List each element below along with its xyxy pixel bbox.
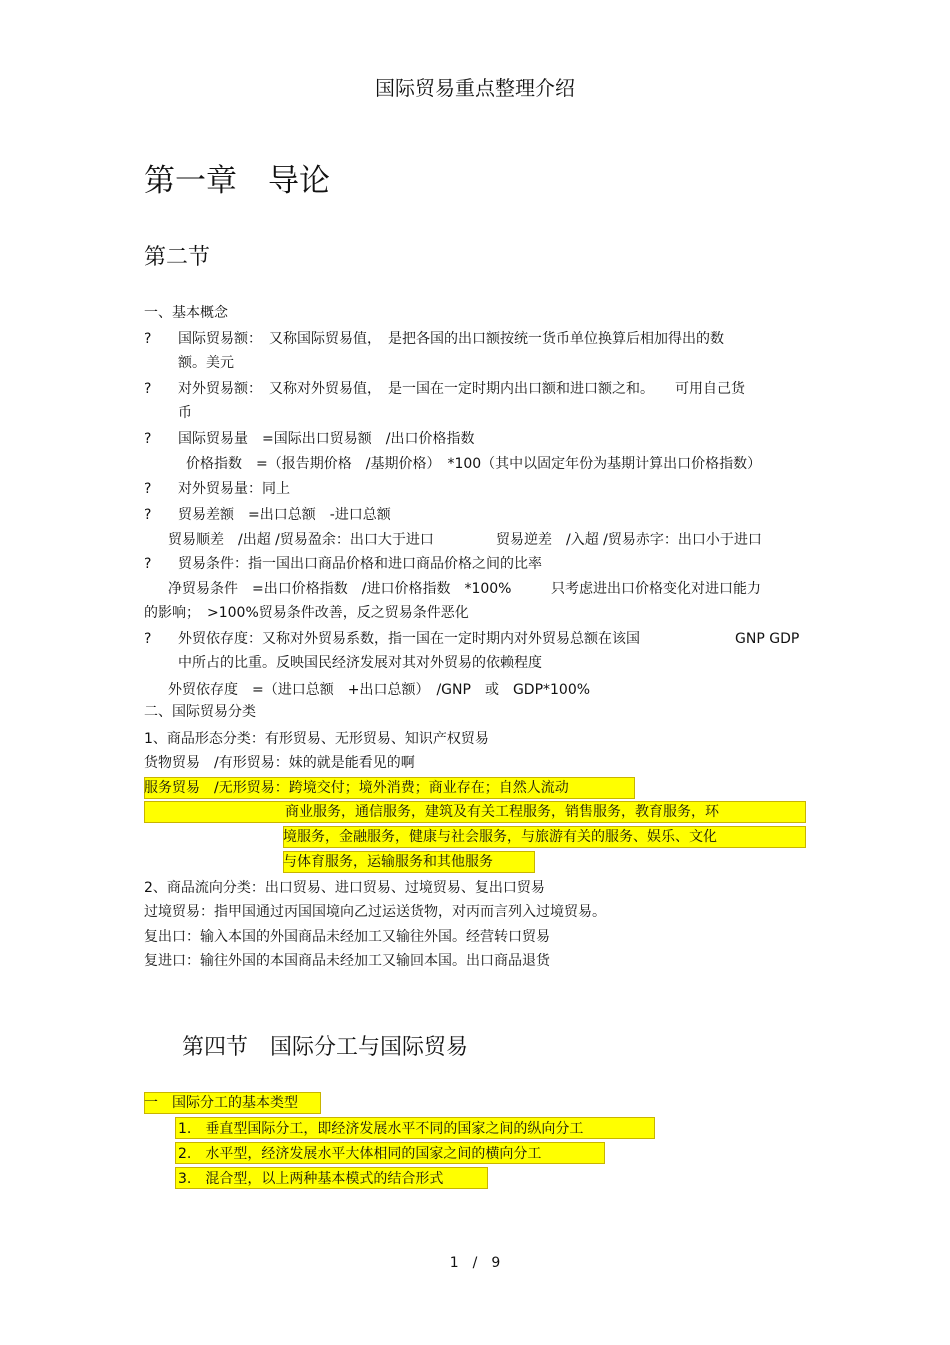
- highlighted-line: 与体育服务，运输服务和其他服务: [283, 854, 493, 870]
- bullet-marker: ?: [144, 507, 152, 523]
- document-title: 国际贸易重点整理介绍: [375, 76, 575, 100]
- definition-line: 贸易差额 =出口总额 -进口总额: [178, 507, 391, 523]
- division-heading: 一 国际分工的基本类型: [144, 1095, 298, 1111]
- heading-trade-classification: 二、国际贸易分类: [144, 704, 256, 720]
- bullet-marker: ?: [144, 556, 152, 572]
- definition-line: 的影响； >100%贸易条件改善，反之贸易条件恶化: [144, 605, 469, 621]
- definition-line: 贸易逆差 /入超 /贸易赤字：出口小于进口: [496, 532, 762, 548]
- definition-line: 贸易顺差 /出超 /贸易盈余：出口大于进口: [168, 532, 434, 548]
- classification-line: 货物贸易 /有形贸易：妹的就是能看见的啊: [144, 755, 415, 771]
- definition-line: 币: [178, 405, 192, 421]
- list-item: 3. 混合型，以上两种基本模式的结合形式: [178, 1171, 444, 1187]
- section-title-4: 第四节 国际分工与国际贸易: [182, 1035, 469, 1060]
- bullet-marker: ?: [144, 631, 152, 647]
- definition-line: GNP GDP: [735, 631, 800, 647]
- classification-line: 过境贸易：指甲国通过丙国国境向乙过运送货物，对丙而言列入过境贸易。: [144, 904, 606, 920]
- list-item: 2. 水平型，经济发展水平大体相同的国家之间的横向分工: [178, 1146, 542, 1162]
- definition-line: 国际贸易量 =国际出口贸易额 /出口价格指数: [178, 431, 475, 447]
- formula-line: 价格指数 =（报告期价格 /基期价格） *100（其中以固定年份为基期计算出口价格指数）: [186, 456, 762, 472]
- section-title-2: 第二节: [144, 245, 211, 270]
- definition-line: 国际贸易额： 又称国际贸易值， 是把各国的出口额按统一货币单位换算后相加得出的数: [178, 331, 724, 347]
- formula-line: 外贸依存度 =（进口总额 +出口总额） /GNP 或 GDP*100%: [168, 682, 591, 698]
- classification-line: 1、商品形态分类：有形贸易、无形贸易、知识产权贸易: [144, 731, 489, 747]
- bullet-marker: ?: [144, 481, 152, 497]
- classification-line: 复出口：输入本国的外国商品未经加工又输往外国。经营转口贸易: [144, 929, 550, 945]
- bullet-marker: ?: [144, 431, 152, 447]
- classification-line: 复进口：输往外国的本国商品未经加工又输回本国。出口商品退货: [144, 953, 550, 969]
- heading-basic-concepts: 一、基本概念: [144, 305, 228, 321]
- definition-line: 中所占的比重。反映国民经济发展对其对外贸易的依赖程度: [178, 655, 542, 671]
- definition-line: 贸易条件：指一国出口商品价格和进口商品价格之间的比率: [178, 556, 542, 572]
- definition-line: 对外贸易额： 又称对外贸易值， 是一国在一定时期内出口额和进口额之和。 可用自己货: [178, 381, 745, 397]
- definition-line: 只考虑进出口价格变化对进口能力: [551, 581, 761, 597]
- classification-line: 2、商品流向分类：出口贸易、进口贸易、过境贸易、复出口贸易: [144, 880, 545, 896]
- bullet-marker: ?: [144, 381, 152, 397]
- definition-line: 对外贸易量：同上: [178, 481, 290, 497]
- highlighted-line: 服务贸易 /无形贸易：跨境交付；境外消费；商业存在；自然人流动: [144, 780, 569, 796]
- list-item: 1. 垂直型国际分工，即经济发展水平不同的国家之间的纵向分工: [178, 1121, 584, 1137]
- formula-line: 净贸易条件 =出口价格指数 /进口价格指数 *100%: [168, 581, 512, 597]
- highlighted-line: 商业服务，通信服务，建筑及有关工程服务，销售服务，教育服务，环: [285, 804, 719, 820]
- highlighted-line: 境服务，金融服务，健康与社会服务，与旅游有关的服务、娱乐、文化: [283, 829, 717, 845]
- chapter-title: 第一章 导论: [144, 163, 330, 199]
- bullet-marker: ?: [144, 331, 152, 347]
- definition-line: 外贸依存度：又称对外贸易系数，指一国在一定时期内对外贸易总额在该国: [178, 631, 640, 647]
- page-number: 1 / 9: [449, 1255, 501, 1271]
- definition-line: 额。美元: [178, 355, 234, 371]
